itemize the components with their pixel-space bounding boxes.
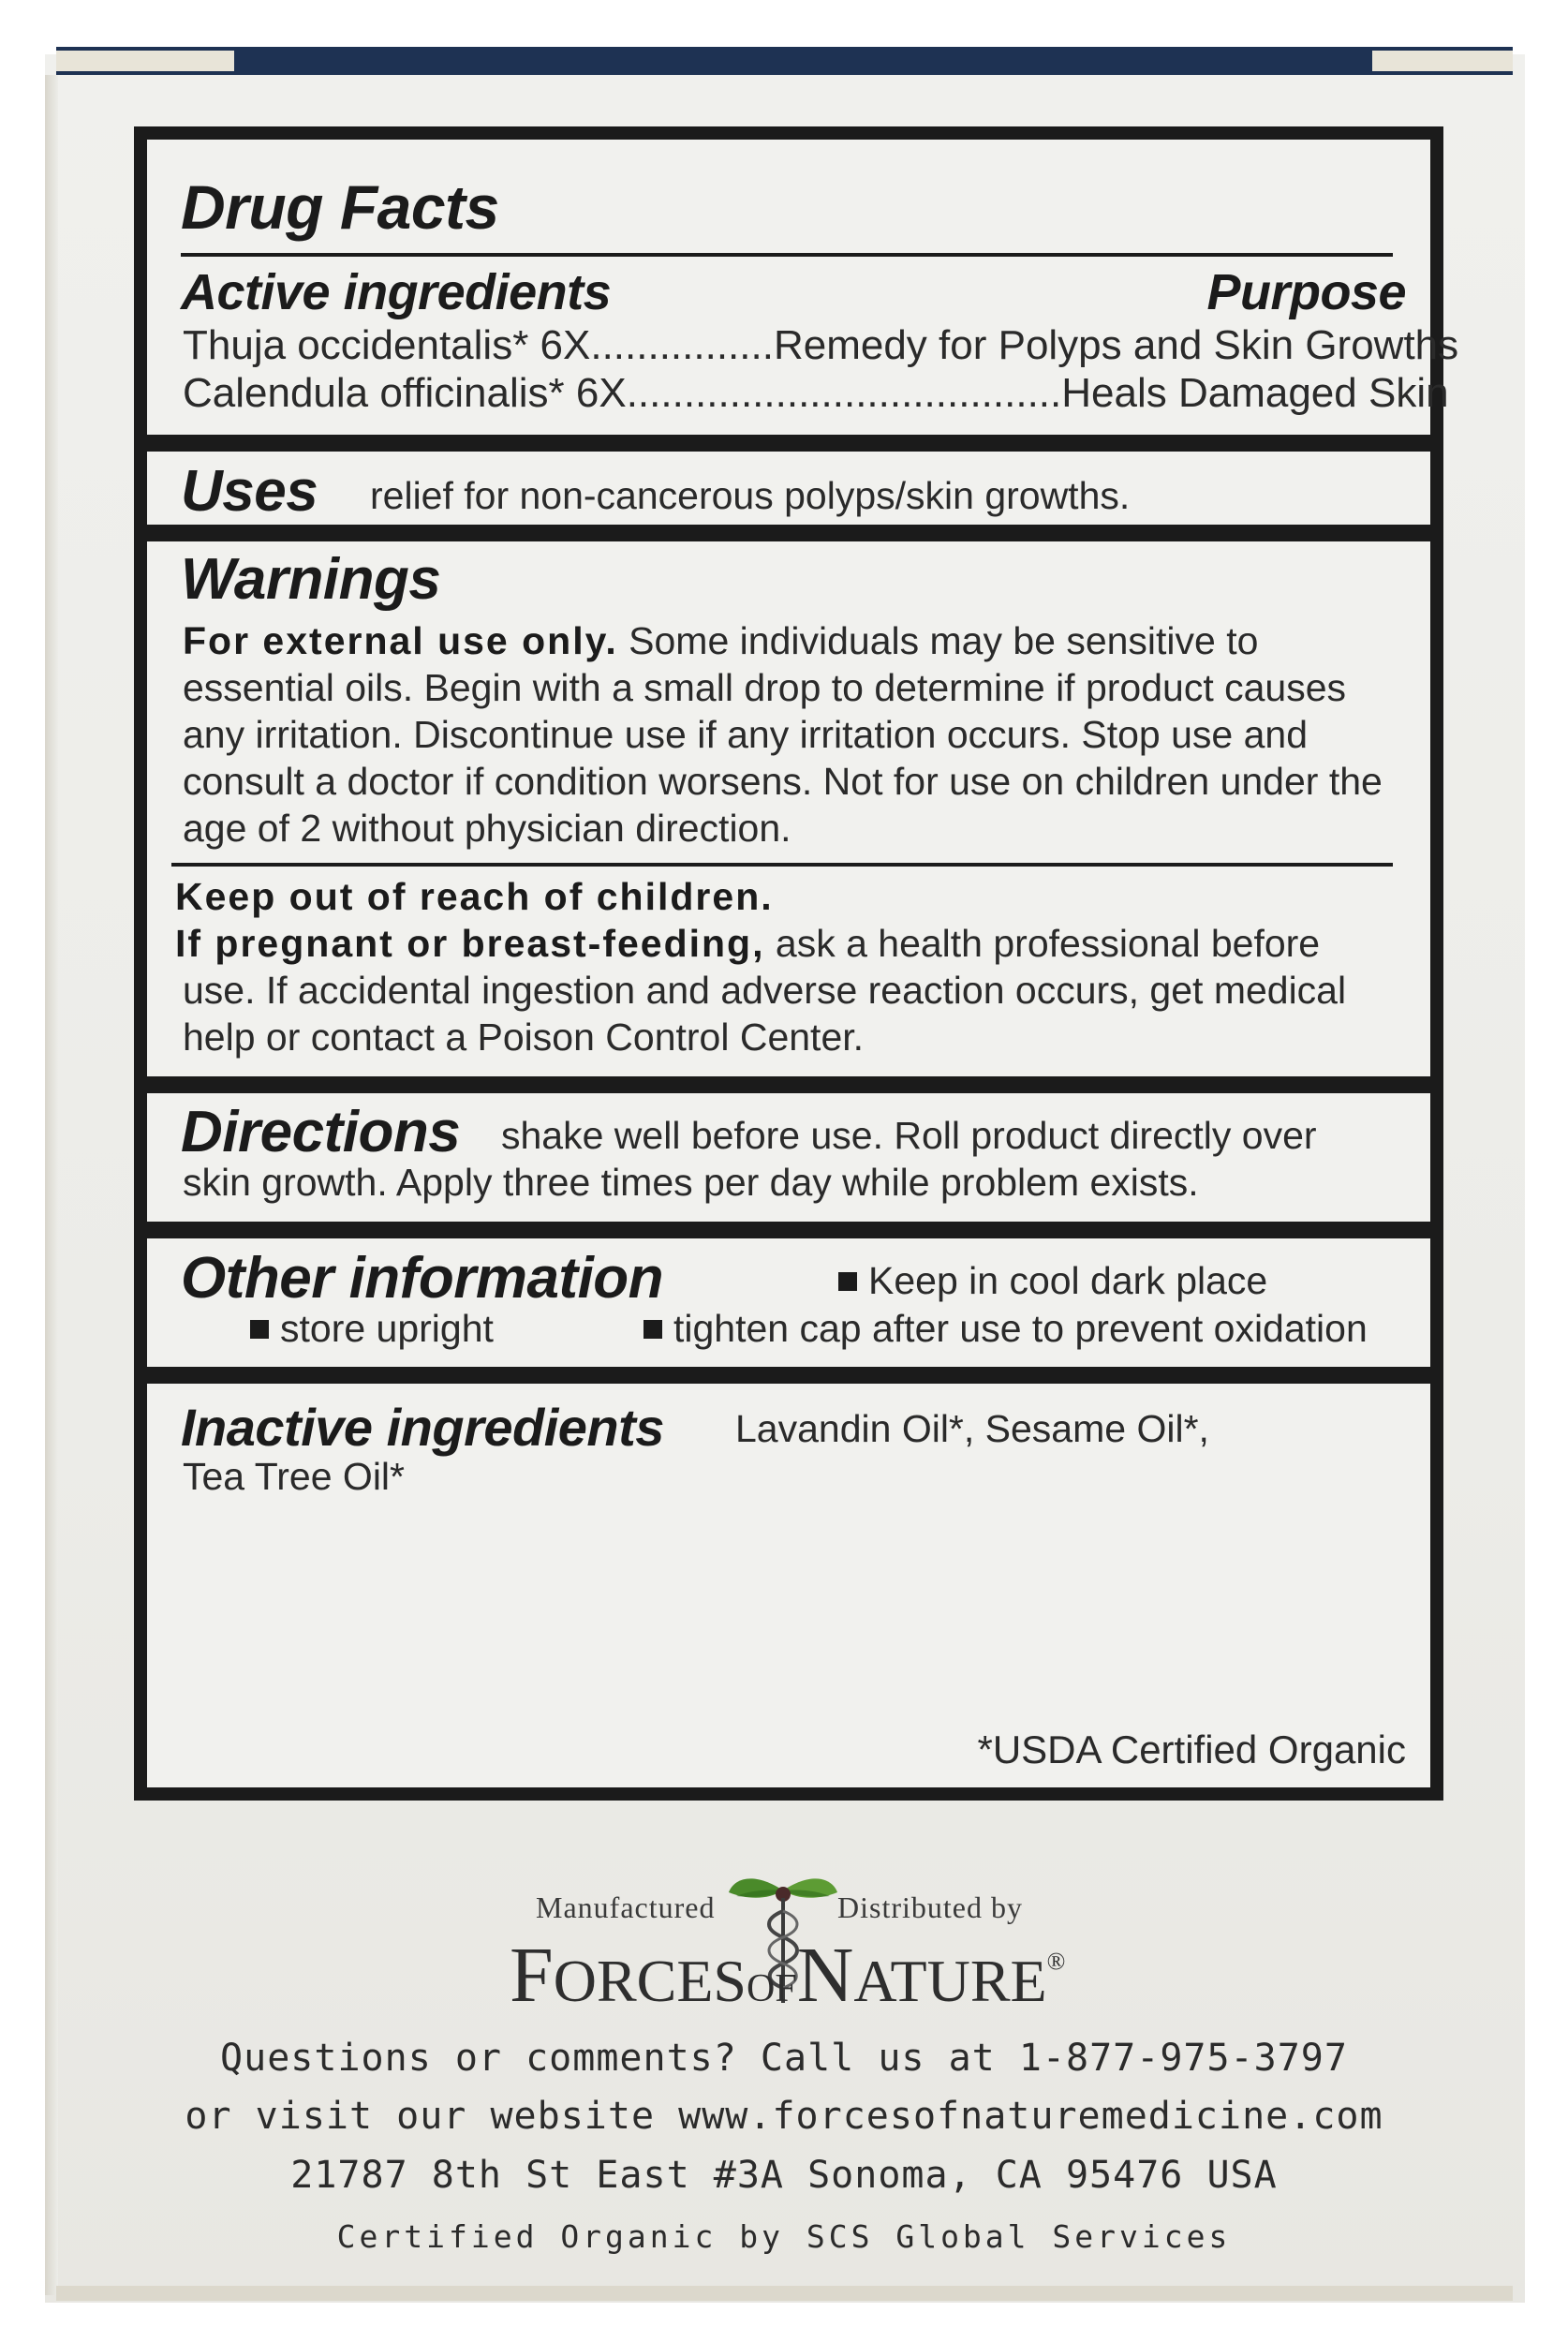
manufacturer-logo [0,1864,1568,2019]
pregnant-warning-line: help or contact a Poison Control Center. [183,1015,865,1059]
warnings-line: consult a doctor if condition worsens. Not for use on children under the [183,760,1383,803]
contact-website-line: or visit our website www.forcesofnaturemedicine.com [185,2095,1383,2138]
warnings-heading: Warnings [181,547,441,612]
manufactured-label: Manufactured [536,1890,716,1924]
bullet-square-icon [838,1272,857,1291]
uses-text: relief for non-cancerous polyps/skin growths. [370,474,1131,517]
other-info-item [838,1258,1267,1304]
bullet-square-icon [643,1320,662,1339]
directions-line: shake well before use. Roll product directly over [501,1114,1317,1157]
contact-phone-line: Questions or comments? Call us at 1-877-975-3797 [220,2037,1348,2080]
warnings-line [183,618,1258,664]
pregnant-warning-bold: If pregnant or breast-feeding, [175,922,765,965]
warnings-line: any irritation. Discontinue use if any irritation occurs. Stop use and [183,713,1308,756]
drug-facts-title: Drug Facts [181,172,499,242]
package-bottom-edge [56,2286,1513,2301]
drug-facts-panel [134,126,1459,1801]
active-ingredients-heading: Active ingredients [181,264,612,320]
warnings-line-text: Some individuals may be sensitive to [617,619,1259,662]
pregnant-warning-text: ask a health professional before [764,922,1321,965]
other-info-item [250,1306,494,1352]
contact-address-line: 21787 8th St East #3A Sonoma, CA 95476 USA [290,2154,1278,2197]
certification-line: Certified Organic by SCS Global Services [336,2218,1232,2255]
directions-heading: Directions [181,1100,461,1164]
organic-note: *USDA Certified Organic [977,1727,1406,1771]
section-divider [147,1076,1430,1093]
inactive-ingredients-line: Lavandin Oil*, Sesame Oil*, [735,1407,1209,1450]
title-divider [181,253,1393,257]
distributed-by-label: Distributed by [837,1890,1023,1924]
other-info-item-text: Keep in cool dark place [868,1259,1268,1302]
bullet-square-icon [250,1320,269,1339]
directions-line: skin growth. Apply three times per day while problem exists. [183,1161,1199,1204]
brand-name: FORCESOFNATURE® [510,1932,1066,2019]
section-divider [147,525,1430,541]
section-divider [147,1367,1430,1384]
package-flap-right [1372,51,1513,71]
package-top-edge [56,47,1513,75]
pregnant-warning-line: use. If accidental ingestion and adverse reaction occurs, get medical [183,969,1347,1012]
inactive-ingredients-heading: Inactive ingredients [181,1398,664,1457]
other-info-item-text: tighten cap after use to prevent oxidation [673,1307,1368,1350]
external-use-warning: For external use only. [183,619,618,662]
active-ingredient-row: Calendula officinalis* 6X......................................Heals Damaged Skin [183,370,1449,416]
section-divider [147,1222,1430,1238]
section-divider [147,435,1430,452]
other-info-item [643,1306,1368,1352]
other-info-item-text: store upright [280,1307,494,1350]
warnings-line: age of 2 without physician direction. [183,807,791,850]
inactive-ingredients-line: Tea Tree Oil* [183,1455,405,1498]
active-ingredient-row: Thuja occidentalis* 6X................Remedy for Polyps and Skin Growths [183,322,1459,368]
warnings-subdivider [171,863,1393,867]
warnings-line: essential oils. Begin with a small drop to determine if product causes [183,666,1347,709]
keep-out-of-reach: Keep out of reach of children. [175,875,774,918]
purpose-heading: Purpose [1206,264,1406,320]
package-flap-left [56,51,234,71]
uses-heading: Uses [181,459,318,524]
pregnant-warning-line [175,921,1320,967]
other-information-heading: Other information [181,1246,664,1311]
